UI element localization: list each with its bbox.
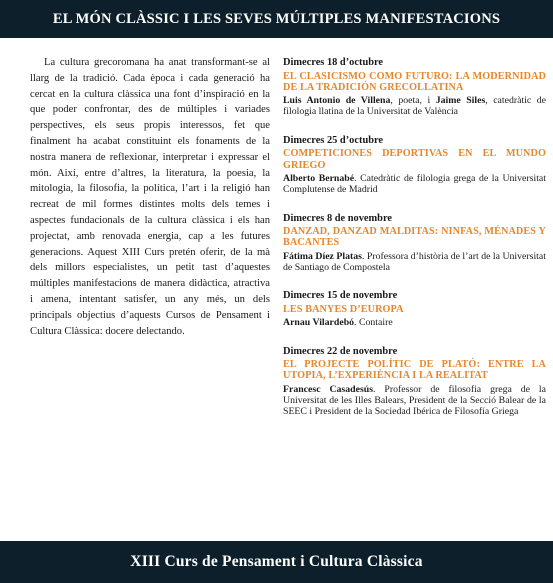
event-speaker: Francesc Casadesús bbox=[283, 383, 374, 395]
event-speaker: Fátima Díez Platas bbox=[283, 250, 362, 262]
event-title: EL CLASICISMO COMO FUTURO: LA MODERNIDAD DE LA TRADICIÓN GRECOLLATINA bbox=[283, 70, 546, 93]
event-title: LES BANYES D’EUROPA bbox=[283, 304, 404, 316]
event-speaker-2: Jaime Siles bbox=[435, 95, 486, 106]
event-date: Dimecres 22 de novembre bbox=[283, 345, 398, 357]
intro-section bbox=[30, 55, 270, 339]
event-item bbox=[283, 135, 546, 196]
event-title: COMPETICIONES DEPORTIVAS EN EL MUNDO GRIEGO bbox=[283, 148, 546, 171]
event-speaker-bio: . Professor de filosofia grega de la Universitat de les Illes Balears, President de la Secció Balear de la SEEC i President de la Sociedad Ibérica de Filosofía Griega bbox=[283, 383, 547, 418]
event-title: DANZAD, DANZAD MALDITAS: NINFAS, MÉNADES Y BACANTES bbox=[283, 226, 546, 249]
course-title: XIII Curs de Pensament i Cultura Clàssica bbox=[130, 553, 423, 570]
event-speaker-bio: , catedràtic de filologia llatina de la Universitat de València bbox=[283, 95, 547, 118]
header-banner bbox=[0, 0, 553, 38]
footer-banner bbox=[0, 541, 553, 583]
speaker-separator: , poeta, i bbox=[390, 95, 436, 106]
event-speaker: Arnau Vilardebó bbox=[283, 317, 355, 329]
event-description bbox=[283, 173, 546, 196]
event-title: EL PROJECTE POLÍTIC DE PLATÓ: ENTRE LA UTOPIA, L’EXPERIÈNCIA I LA REALITAT bbox=[283, 359, 546, 382]
event-date: Dimecres 25 d’octubre bbox=[283, 134, 384, 146]
intro-paragraph: La cultura grecoromana ha anat transformant-se al llarg de la tradició. Cada època i cada generació ha cercat en la cultura clàssica una font d’inspiració en la que poder confrontar, des de múltiples i variades perspectives, els seus propis interessos, fet que finalment ha acabat constituint els fonaments de la nostra manera de reflexionar, interpretar i expressar el món. Així, entre d’altres, la literatura, la poesia, la mitologia, la filosofia, la política, l’art i la religió han recreat de mil formes distintes molts dels temes i aspectes fundacionals de la cultura clàssica i els han projectat, amb renovada energia, cap a les futures generacions. Aquest XIII Curs pretén oferir, de la mà dels millors especialistes, un petit tast d’aquestes múltiples manifestacions de manera didàctica, atractiva i amena, intentant satisfer, un any més, un dels principals objectius d’aquests Cursos de Pensament i Cultura Clàssica: docere delectando. bbox=[30, 57, 270, 337]
event-description bbox=[283, 384, 546, 418]
event-item bbox=[283, 346, 546, 418]
program-schedule bbox=[283, 57, 546, 435]
event-description bbox=[283, 251, 546, 274]
event-date: Dimecres 18 d’octubre bbox=[283, 57, 384, 68]
event-date: Dimecres 8 de novembre bbox=[283, 212, 392, 224]
event-description bbox=[283, 317, 546, 328]
event-item bbox=[283, 290, 546, 328]
page-title: EL MÓN CLÀSSIC I LES SEVES MÚLTIPLES MANIFESTACIONS bbox=[52, 10, 501, 27]
event-description bbox=[283, 95, 546, 118]
event-speaker-bio: . Professora d’història de l’art de la Universitat de Santiago de Compostela bbox=[283, 250, 546, 274]
event-date: Dimecres 15 de novembre bbox=[283, 290, 398, 302]
event-item bbox=[283, 57, 546, 118]
event-speaker: Alberto Bernabé bbox=[283, 172, 355, 184]
event-speaker-bio: . Catedràtic de filologia grega de la Universitat Complutense de Madrid bbox=[283, 172, 546, 196]
event-speaker: Luis Antonio de Villena bbox=[283, 95, 391, 106]
event-speaker-bio: . Contaire bbox=[354, 317, 393, 329]
event-item bbox=[283, 213, 546, 274]
